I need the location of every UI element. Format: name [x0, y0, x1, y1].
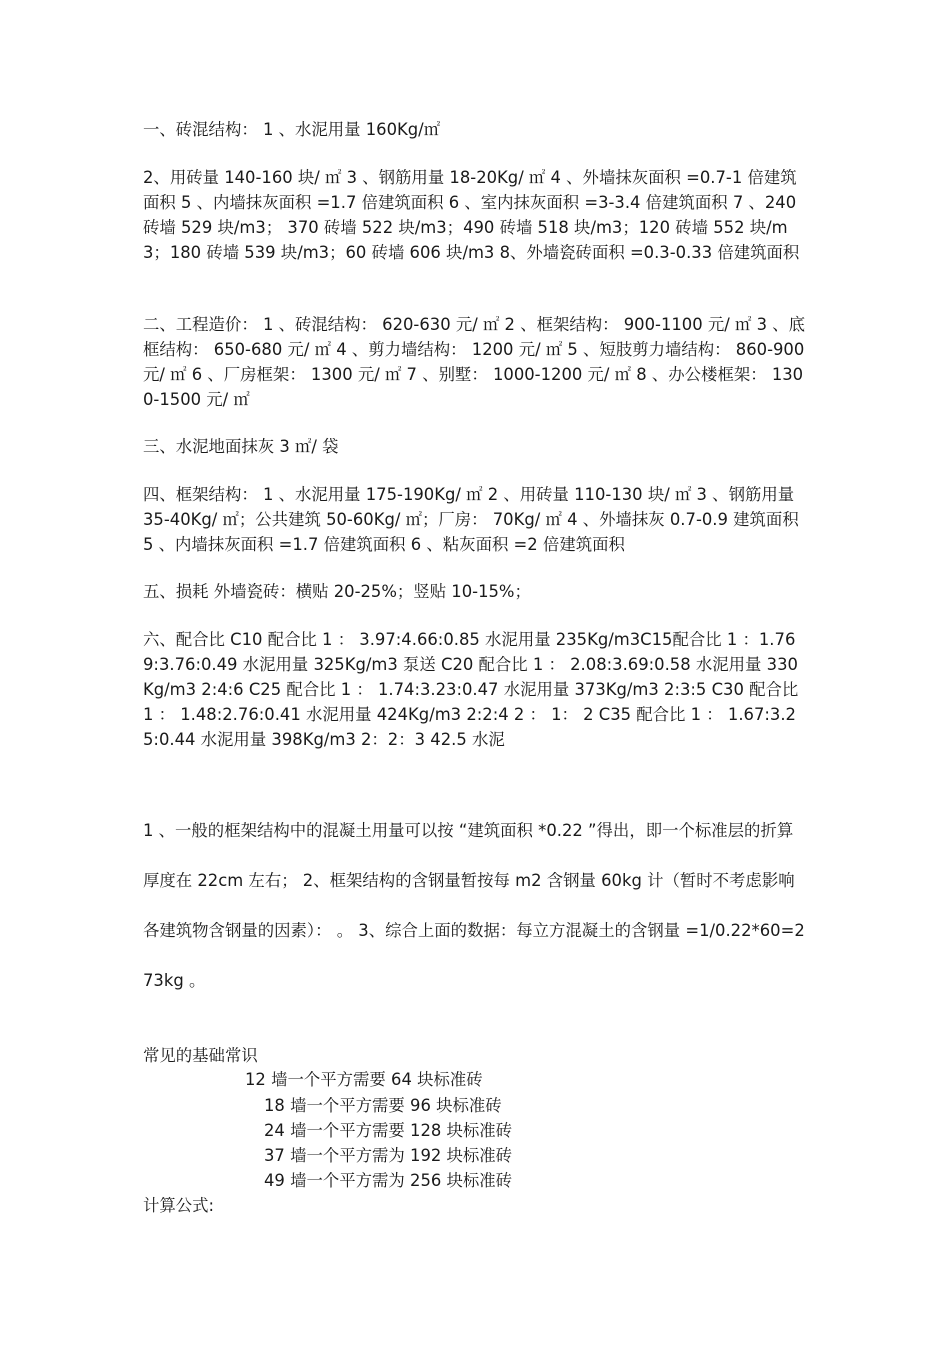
basics-row: 18 墙一个平方需要 96 块标准砖	[264, 1096, 502, 1115]
basics-row: 37 墙一个平方需为 192 块标准砖	[264, 1146, 513, 1165]
formula-label: 计算公式:	[143, 1196, 215, 1215]
basics-row: 49 墙一个平方需为 256 块标准砖	[264, 1171, 513, 1190]
section-cement-floor-plaster: 三、水泥地面抹灰 3 ㎡/ 袋	[143, 437, 339, 456]
basics-row: 24 墙一个平方需要 128 块标准砖	[264, 1121, 513, 1140]
basics-title: 常见的基础常识	[143, 1046, 258, 1065]
section-loss: 五、损耗 外墙瓷砖：横贴 20-25%；竖贴 10-15%；	[143, 582, 531, 601]
concrete-steel-note: 1 、一般的框架结构中的混凝土用量可以按 “建筑面积 *0.22 ”得出，即一个标准层的折算厚度在 22cm 左右； 2、框架结构的含钢量暂按每 m2 含钢量 60kg 计（暂时不考虑影响各建筑物含钢量的因素）： 。 3、综合上面的数据：每立方混凝土的含钢量 =1/0.22*60=273kg 。	[143, 821, 805, 990]
basics-row: 12 墙一个平方需要 64 块标准砖	[245, 1070, 483, 1089]
section-frame-structure: 四、框架结构： 1 、水泥用量 175-190Kg/ ㎡ 2 、用砖量 110-130 块/ ㎡ 3 、钢筋用量 35-40Kg/ ㎡；公共建筑 50-60Kg/ ㎡；厂房： 70Kg/ ㎡ 4 、外墙抹灰 0.7-0.9 建筑面积 5 、内墙抹灰面积 =1.7 倍建筑面积 6 、粘灰面积 =2 倍建筑面积	[143, 485, 799, 554]
section-brick-concrete-body: 2、用砖量 140-160 块/ ㎡ 3 、钢筋用量 18-20Kg/ ㎡ 4 、外墙抹灰面积 =0.7-1 倍建筑面积 5 、内墙抹灰面积 =1.7 倍建筑面积 6 、室内抹灰面积 =3-3.4 倍建筑面积 7 、240 砖墙 529 块/m3； 370 砖墙 522 块/m3；490 砖墙 518 块/m3；120 砖墙 552 块/m3；180 砖墙 539 块/m3；60 砖墙 606 块/m3 8、外墙瓷砖面积 =0.3-0.33 倍建筑面积	[143, 168, 800, 262]
section-mix-ratio: 六、配合比 C10 配合比 1 ： 3.97:4.66:0.85 水泥用量 235Kg/m3C15配合比 1 ：1.769:3.76:0.49 水泥用量 325Kg/m3 泵送 C20 配合比 1 ： 2.08:3.69:0.58 水泥用量 330Kg/m3 2:4:6 C25 配合比 1 ： 1.74:3.23:0.47 水泥用量 373Kg/m3 2:3:5 C30 配合比 1 ： 1.48:2.76:0.41 水泥用量 424Kg/m3 2:2:4 2 ： 1： 2 C35 配合比 1 ： 1.67:3.25:0.44 水泥用量 398Kg/m3 2：2：3 42.5 水泥	[143, 630, 799, 749]
section-brick-concrete-heading: 一、砖混结构： 1 、水泥用量 160Kg/㎡	[143, 120, 441, 139]
section-construction-cost: 二、工程造价： 1 、砖混结构： 620-630 元/ ㎡ 2 、框架结构： 900-1100 元/ ㎡ 3 、底框结构： 650-680 元/ ㎡ 4 、剪力墙结构： 1200 元/ ㎡ 5 、短肢剪力墙结构： 860-900 元/ ㎡ 6 、厂房框架： 1300 元/ ㎡ 7 、别墅： 1000-1200 元/ ㎡ 8 、办公楼框架： 1300-1500 元/ ㎡	[143, 315, 806, 409]
